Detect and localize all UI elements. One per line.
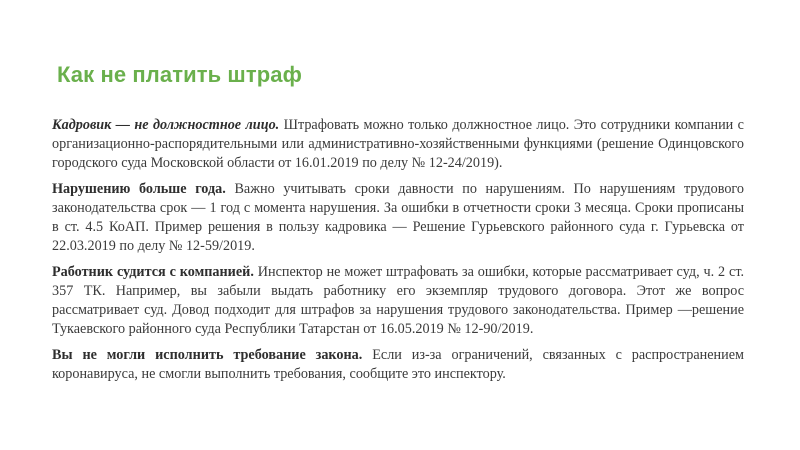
paragraph-limitation [52, 180, 744, 256]
paragraph-lawsuit [52, 263, 744, 339]
paragraph-lead: Кадровик — не должностное лицо. [52, 117, 280, 133]
paragraph-official [52, 116, 744, 173]
slide-body [52, 116, 744, 391]
slide-title: Как не платить штраф [57, 62, 302, 87]
paragraph-lead: Работник судится с компанией. [52, 264, 254, 280]
paragraph-text: Важно учитывать сроки давности по нарушениям. По нарушениям трудового законодательства срок — 1 год с момента нарушения. За ошибки в отчетности сроки 3 месяца. Сроки прописаны в ст. 4.5 КоАП. Пример решения в пользу кадровика — Решение Гурьевского районного суда г. Гурьевска от 22.03.2019 по делу № 12-59/2019. [52, 181, 744, 254]
paragraph-text: Инспектор не может штрафовать за ошибки, которые рассматривает суд, ч. 2 ст. 357 ТК. Например, вы забыли выдать работнику его экземпляр трудового договора. Этот же вопрос рассматривает суд. Довод подходит для штрафов за нарушения трудового законодательства. Пример —решение Тукаевского районного суда Республики Татарстан от 16.05.2019 № 12-90/2019. [52, 264, 745, 337]
paragraph-impossible [52, 346, 744, 384]
paragraph-text: Штрафовать можно только должностное лицо. Это сотрудники компании с организационно-распорядительными или административно-хозяйственными функциями (решение Одинцовского городского суда Московской области от 16.01.2019 по делу № 12-24/2019). [52, 117, 744, 171]
paragraph-lead: Вы не могли исполнить требование закона. [52, 347, 363, 363]
paragraph-text: Если из-за ограничений, связанных с распространением коронавируса, не смогли выполнить требования, сообщите это инспектору. [52, 347, 744, 382]
paragraph-lead: Нарушению больше года. [52, 181, 226, 197]
